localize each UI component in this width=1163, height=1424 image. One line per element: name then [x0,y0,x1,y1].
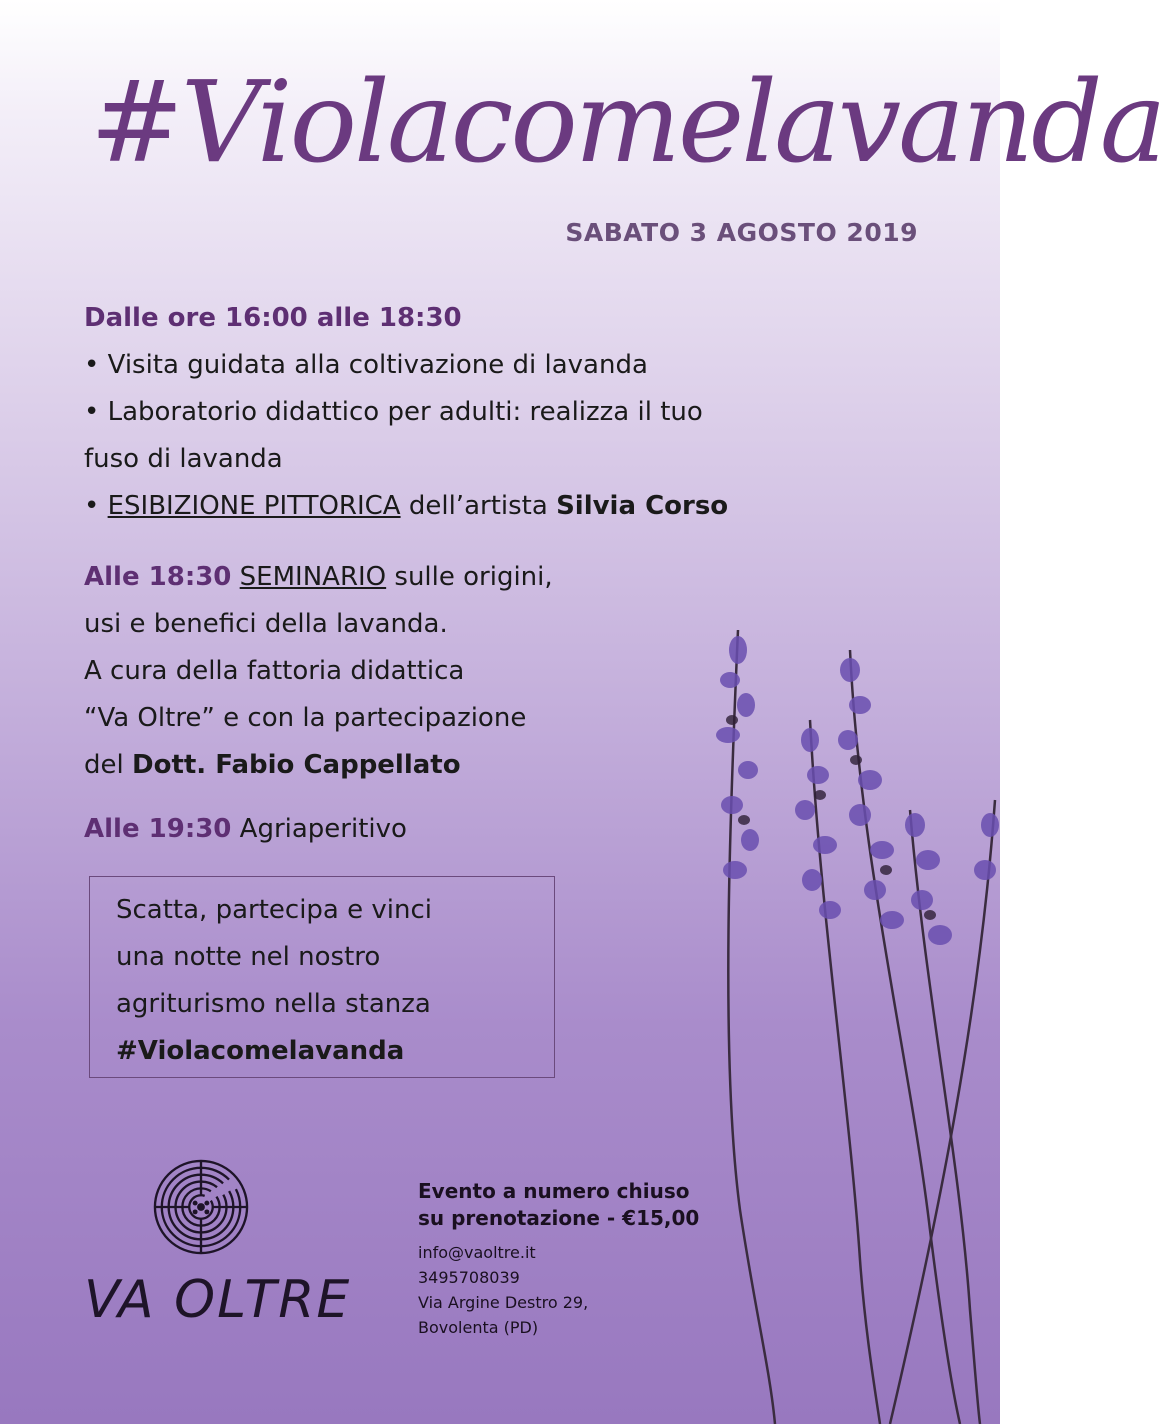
seminar-label: SEMINARIO [239,562,387,592]
contact-phone: 3495708039 [418,1268,520,1287]
seminar-line5 [84,742,553,789]
seminar-line4: “Va Oltre” e con la partecipazione [84,703,527,733]
contest-text [116,887,432,1075]
labyrinth-icon [152,1158,250,1256]
aperitivo-time-header: Alle 19:30 [84,814,232,844]
aperitivo-text: Agriaperitivo [231,814,407,844]
afternoon-time-header: Dalle ore 16:00 alle 18:30 [84,303,462,333]
poster-title: #Violacomelavanda [90,58,1163,188]
brand-name: VA OLTRE [84,1270,352,1330]
seminar-line2: usi e benefici della lavanda. [84,609,448,639]
exhibition-label: ESIBIZIONE PITTORICA [107,491,401,521]
seminar-line1-rest: sulle origini, [386,562,553,592]
artist-name: Silvia Corso [556,491,729,521]
section-aperitivo [84,806,407,853]
contest-line1: Scatta, partecipa e vinci [116,895,432,925]
contact-email: info@vaoltre.it [418,1243,536,1262]
address-line2: Bovolenta (PD) [418,1318,539,1337]
contest-hashtag: #Violacomelavanda [116,1036,405,1066]
seminar-time-header: Alle 18:30 [84,562,232,592]
seminar-line1 [84,554,553,601]
event-info-line1: Evento a numero chiuso [418,1179,690,1203]
contest-line2: una notte nel nostro [116,942,381,972]
speaker-name: Dott. Fabio Cappellato [132,750,461,780]
seminar-line3: A cura della fattoria didattica [84,656,465,686]
bullet: • [84,491,108,521]
address-line1: Via Argine Destro 29, [418,1293,589,1312]
contest-line3: agriturismo nella stanza [116,989,431,1019]
list-item-exhibition [84,483,728,530]
exhibition-mid: dell’artista [400,491,557,521]
event-info [418,1178,699,1232]
section-seminar [84,554,553,789]
contact-info [418,1240,588,1340]
list-item-workshop-line2: fuso di lavanda [84,444,283,474]
list-item-guided-visit: • Visita guidata alla coltivazione di lavanda [84,350,648,380]
contest-box [89,876,555,1078]
list-item-workshop-line1: • Laboratorio didattico per adulti: realizza il tuo [84,397,703,427]
event-info-line2: su prenotazione - €15,00 [418,1206,700,1230]
lavender-illustration [660,610,1000,1424]
seminar-line5-pre: del [84,750,132,780]
section-afternoon [84,295,728,530]
event-date: SABATO 3 AGOSTO 2019 [565,218,918,247]
